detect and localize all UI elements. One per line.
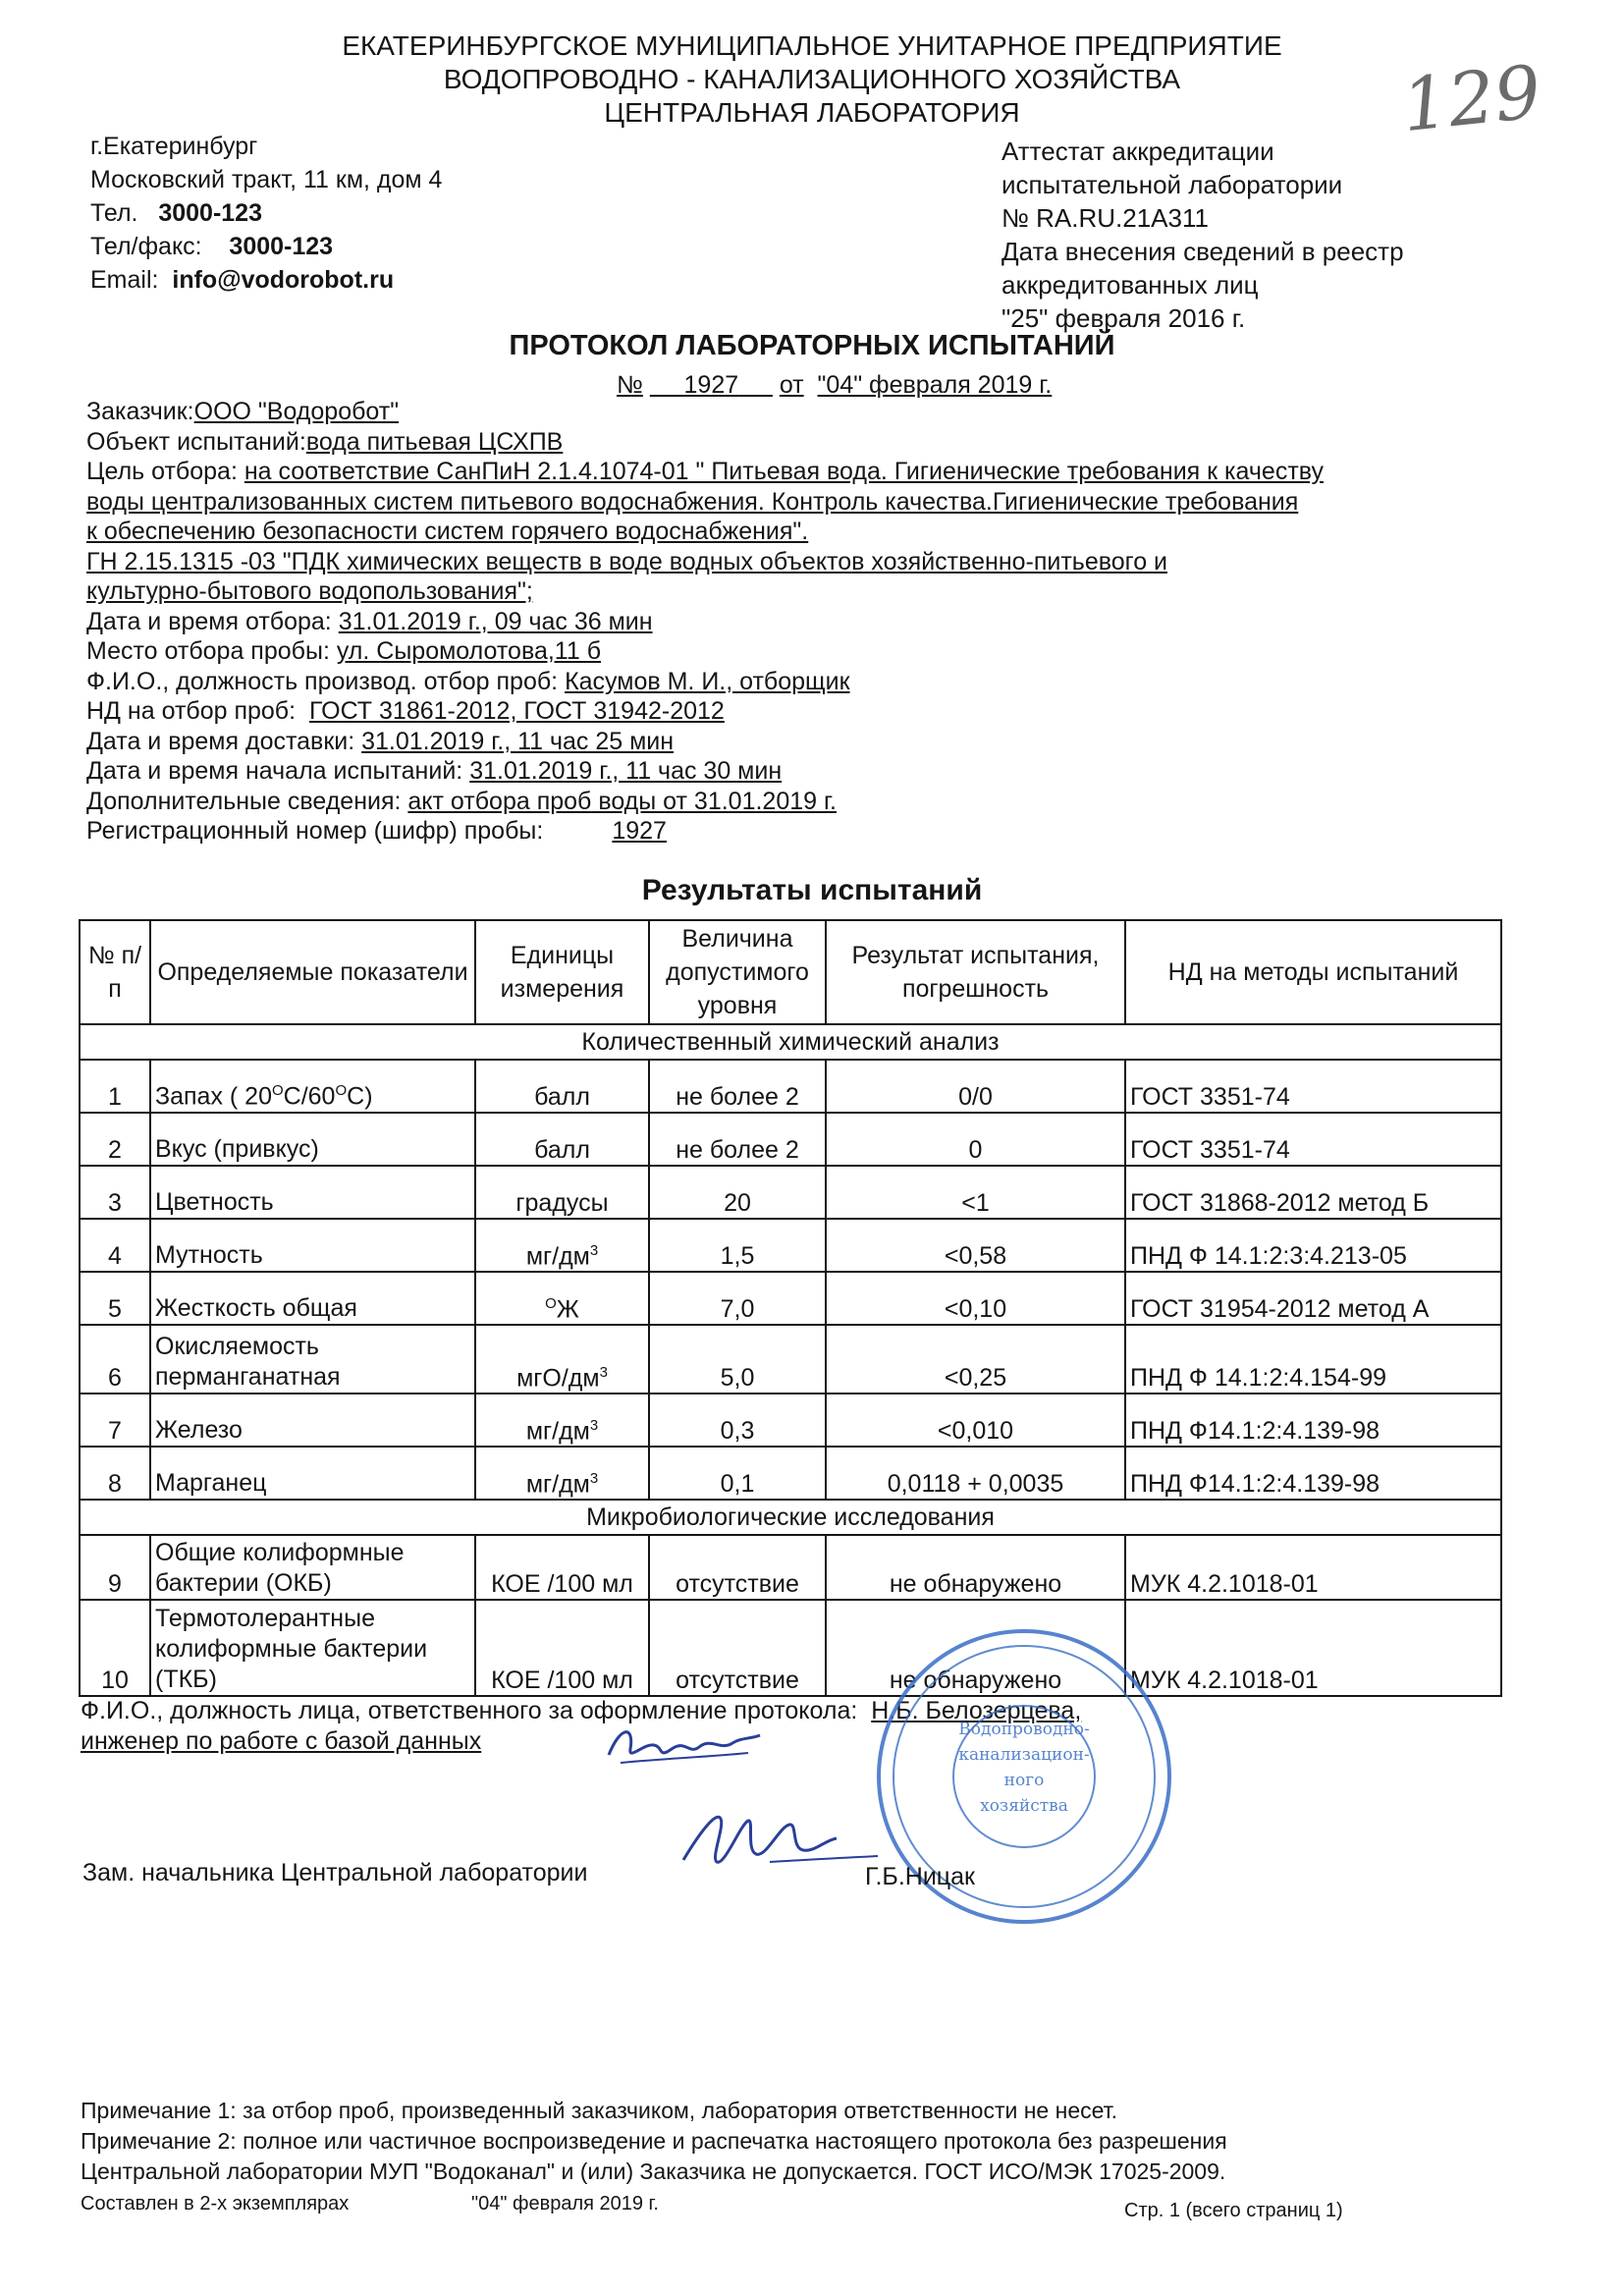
section-row bbox=[80, 1024, 1501, 1060]
accreditation-line: Аттестат аккредитации bbox=[1001, 137, 1274, 166]
row-limit: не более 2 bbox=[649, 1060, 826, 1113]
handwritten-page-number: 129 bbox=[1397, 49, 1545, 149]
row-name: Запах ( $20^ОС/60^ОС$) bbox=[150, 1060, 475, 1113]
row-limit: 1,5 bbox=[649, 1219, 826, 1272]
customer-label: Заказчик: bbox=[86, 398, 194, 425]
accreditation-line: испытательной лаборатории bbox=[1001, 170, 1343, 199]
col-indicator-header: Определяемые показатели bbox=[150, 920, 475, 1024]
row-method: ГОСТ 31954-2012 метод А bbox=[1125, 1272, 1501, 1325]
email-line bbox=[90, 263, 442, 297]
table-row bbox=[80, 1325, 1501, 1394]
row-result: <0,010 bbox=[826, 1394, 1125, 1447]
sample-info bbox=[86, 397, 1481, 847]
results-title: Результаты испытаний bbox=[641, 874, 983, 906]
sampling-datetime-value: 31.01.2019 г., 09 час 36 мин bbox=[338, 607, 653, 635]
responsible-position: инженер по работе с базой данных bbox=[81, 1727, 482, 1755]
notes-block bbox=[81, 2096, 1227, 2187]
row-name: Общие колиформные бактерии (ОКБ) bbox=[150, 1535, 475, 1600]
table-row bbox=[80, 1060, 1501, 1113]
row-method: ГОСТ 3351-74 bbox=[1125, 1060, 1501, 1113]
protocol-number: 1927 bbox=[683, 371, 739, 399]
row-units: балл bbox=[475, 1060, 649, 1113]
row-result: <0,25 bbox=[826, 1325, 1125, 1394]
accreditation-date: "25" февраля 2016 г. bbox=[1001, 303, 1246, 333]
stamp-text: ного bbox=[1003, 1771, 1045, 1790]
col-units-header: Единицы измерения bbox=[475, 920, 649, 1024]
sampling-nd-value: ГОСТ 31861-2012, ГОСТ 31942-2012 bbox=[308, 697, 725, 725]
table-row bbox=[80, 1272, 1501, 1325]
row-name: Жесткость общая bbox=[150, 1272, 475, 1325]
test-start-label: Дата и время начала испытаний: bbox=[86, 757, 463, 785]
sampling-place-label: Место отбора пробы: bbox=[86, 637, 330, 665]
accreditation-line: Дата внесения сведений в реестр bbox=[1001, 237, 1404, 266]
delivery-value: 31.01.2019 г., 11 час 25 мин bbox=[361, 727, 675, 755]
row-limit: 7,0 bbox=[649, 1272, 826, 1325]
section-chemical: Количественный химический анализ bbox=[80, 1024, 1501, 1060]
row-result: <0,10 bbox=[826, 1272, 1125, 1325]
sampler-label: Ф.И.О., должность производ. отбор проб: bbox=[86, 667, 559, 695]
row-limit: 0,3 bbox=[649, 1394, 826, 1447]
purpose-value: на соответствие СанПиН 2.1.4.1074-01 " Питьевая вода. Гигиенические требования к качеству bbox=[244, 458, 1325, 485]
phone-line bbox=[90, 196, 442, 230]
test-start-value: 31.01.2019 г., 11 час 30 мин bbox=[469, 757, 783, 785]
col-result-header: Результат испытания, погрешность bbox=[826, 920, 1125, 1024]
footer-date: "04" февраля 2019 г. bbox=[471, 2193, 659, 2214]
note-2: Примечание 2: полное или частичное воспроизведение и распечатка настоящего протокола без разрешения bbox=[81, 2128, 1227, 2154]
deputy-name: Г.Б.Ницак bbox=[865, 1863, 975, 1890]
reg-number-value: 1927 bbox=[612, 817, 667, 845]
row-num: 8 bbox=[80, 1447, 150, 1500]
sampling-nd-label: НД на отбор проб: bbox=[86, 697, 297, 725]
row-name: Железо bbox=[150, 1394, 475, 1447]
row-result: 0,0118 + 0,0035 bbox=[826, 1447, 1125, 1500]
row-num: 2 bbox=[80, 1113, 150, 1166]
row-units: $мг/дм^3$ bbox=[475, 1219, 649, 1272]
copies-note: Составлен в 2-х экземплярах bbox=[81, 2193, 350, 2214]
fax-label: Тел/факс: bbox=[90, 233, 202, 260]
number-sign: № bbox=[617, 371, 643, 399]
object-label: Объект испытаний: bbox=[86, 427, 306, 456]
table-header-row bbox=[80, 920, 1501, 1024]
purpose-label: Цель отбора: bbox=[86, 458, 238, 485]
purpose-value: ГН 2.15.1315 -03 "ПДК химических веществ в воде водных объектов хозяйственно-питьевого и bbox=[86, 547, 1168, 575]
customer-value: ООО "Водоробот" bbox=[193, 398, 400, 425]
row-num: 6 bbox=[80, 1325, 150, 1394]
stamp-text: Водопроводно- bbox=[958, 1720, 1090, 1739]
protocol-number-line bbox=[617, 371, 1052, 400]
row-num: 5 bbox=[80, 1272, 150, 1325]
table-row bbox=[80, 1600, 1501, 1696]
row-method: ПНД Ф14.1:2:4.139-98 bbox=[1125, 1447, 1501, 1500]
object-value: вода питьевая ЦСХПВ bbox=[305, 427, 564, 456]
extra-info-label: Дополнительные сведения: bbox=[86, 787, 402, 815]
row-num: 4 bbox=[80, 1219, 150, 1272]
stamp-text: канализацион- bbox=[958, 1745, 1090, 1765]
purpose-value: к обеспечению безопасности систем горячего водоснабжения". bbox=[86, 518, 809, 545]
row-limit: отсутствие bbox=[649, 1600, 826, 1696]
row-method: ПНД Ф14.1:2:4.139-98 bbox=[1125, 1394, 1501, 1447]
fax-value: 3000-123 bbox=[229, 233, 334, 260]
row-method: ГОСТ 3351-74 bbox=[1125, 1113, 1501, 1166]
row-name: Мутность bbox=[150, 1219, 475, 1272]
table-row bbox=[80, 1166, 1501, 1219]
email-value: info@vodorobot.ru bbox=[172, 266, 395, 294]
org-name-line2: ВОДОПРОВОДНО - КАНАЛИЗАЦИОННОГО ХОЗЯЙСТВА bbox=[443, 64, 1181, 94]
row-units: КОЕ /100 мл bbox=[475, 1535, 649, 1600]
row-num: 1 bbox=[80, 1060, 150, 1113]
row-method: ПНД Ф 14.1:2:3:4.213-05 bbox=[1125, 1219, 1501, 1272]
section-row bbox=[80, 1500, 1501, 1535]
row-name: Окисляемость перманганатная bbox=[150, 1325, 475, 1394]
table-row bbox=[80, 1394, 1501, 1447]
row-limit: 0,1 bbox=[649, 1447, 826, 1500]
row-result: 0 bbox=[826, 1113, 1125, 1166]
col-num-header: № п/п bbox=[80, 920, 150, 1024]
row-limit: 20 bbox=[649, 1166, 826, 1219]
email-label: Email: bbox=[90, 266, 159, 294]
page-counter: Стр. 1 (всего страниц 1) bbox=[1124, 2200, 1343, 2221]
col-limit-header: Величина допустимого уровня bbox=[649, 920, 826, 1024]
row-units: КОЕ /100 мл bbox=[475, 1600, 649, 1696]
row-num: 9 bbox=[80, 1535, 150, 1600]
sampling-place-value: ул. Сыромолотова,11 б bbox=[336, 637, 602, 665]
address: Московский тракт, 11 км, дом 4 bbox=[90, 166, 443, 193]
row-result: не обнаружено bbox=[826, 1535, 1125, 1600]
note-3: Центральной лаборатории МУП "Водоканал" и (или) Заказчика не допускается. ГОСТ ИСО/МЭК 17025-2009. bbox=[81, 2159, 1226, 2184]
row-num: 3 bbox=[80, 1166, 150, 1219]
signature-responsible bbox=[601, 1716, 768, 1775]
row-units: градусы bbox=[475, 1166, 649, 1219]
row-limit: 5,0 bbox=[649, 1325, 826, 1394]
protocol-from-label: от bbox=[779, 371, 804, 399]
row-name: Вкус (привкус) bbox=[150, 1113, 475, 1166]
row-result: <1 bbox=[826, 1166, 1125, 1219]
extra-info-value: акт отбора проб воды от 31.01.2019 г. bbox=[407, 787, 838, 815]
table-row bbox=[80, 1113, 1501, 1166]
row-name: Термотолерантные колиформные бактерии (ТКБ) bbox=[150, 1600, 475, 1696]
row-result: не обнаружено bbox=[826, 1600, 1125, 1696]
row-units: мгО/$дм^3$ bbox=[475, 1325, 649, 1394]
phone-label: Тел. bbox=[90, 199, 138, 227]
org-name-line1: ЕКАТЕРИНБУРГСКОЕ МУНИЦИПАЛЬНОЕ УНИТАРНОЕ ПРЕДПРИЯТИЕ bbox=[342, 30, 1282, 61]
fax-line bbox=[90, 230, 442, 263]
stamp-text: хозяйства bbox=[980, 1796, 1068, 1816]
contact-block bbox=[90, 130, 442, 297]
responsible-name: Н.Б. Белозерцева, bbox=[871, 1697, 1082, 1724]
row-limit: не более 2 bbox=[649, 1113, 826, 1166]
note-1: Примечание 1: за отбор проб, произведенный заказчиком, лаборатория ответственности не несет. bbox=[81, 2098, 1118, 2123]
org-name-line3: ЦЕНТРАЛЬНАЯ ЛАБОРАТОРИЯ bbox=[604, 97, 1020, 128]
signature-deputy bbox=[672, 1801, 888, 1880]
row-method: ГОСТ 31868-2012 метод Б bbox=[1125, 1166, 1501, 1219]
accreditation-block bbox=[1001, 135, 1404, 335]
table-row bbox=[80, 1535, 1501, 1600]
purpose-value: культурно-бытового водопользования"; bbox=[86, 577, 533, 605]
accreditation-number: № RA.RU.21A311 bbox=[1001, 203, 1209, 233]
row-units: балл bbox=[475, 1113, 649, 1166]
accreditation-line: аккредитованных лиц bbox=[1001, 270, 1259, 300]
city: г.Екатеринбург bbox=[90, 133, 258, 160]
row-num: 10 bbox=[80, 1600, 150, 1696]
row-name: Цветность bbox=[150, 1166, 475, 1219]
section-micro: Микробиологические исследования bbox=[80, 1500, 1501, 1535]
deputy-label: Зам. начальника Центральной лаборатории bbox=[82, 1859, 588, 1886]
sampling-datetime-label: Дата и время отбора: bbox=[86, 607, 332, 635]
row-name: Марганец bbox=[150, 1447, 475, 1500]
table-row bbox=[80, 1447, 1501, 1500]
reg-number-label: Регистрационный номер (шифр) пробы: bbox=[86, 817, 544, 845]
col-method-header: НД на методы испытаний bbox=[1125, 920, 1501, 1024]
row-units: $мг/дм^3$ bbox=[475, 1447, 649, 1500]
row-result: <0,58 bbox=[826, 1219, 1125, 1272]
sampler-value: Касумов М. И., отборщик bbox=[565, 667, 850, 695]
row-method: МУК 4.2.1018-01 bbox=[1125, 1535, 1501, 1600]
row-method: МУК 4.2.1018-01 bbox=[1125, 1600, 1501, 1696]
phone-value: 3000-123 bbox=[158, 199, 262, 227]
results-table bbox=[79, 919, 1502, 1697]
row-limit: отсутствие bbox=[649, 1535, 826, 1600]
table-row bbox=[80, 1219, 1501, 1272]
purpose-value: воды централизованных систем питьевого водоснабжения. Контроль качества.Гигиенические требования bbox=[86, 487, 1299, 516]
protocol-date: "04" февраля 2019 г. bbox=[817, 371, 1053, 399]
row-num: 7 bbox=[80, 1394, 150, 1447]
responsible-label: Ф.И.О., должность лица, ответственного за оформление протокола: bbox=[81, 1697, 858, 1724]
protocol-title: ПРОТОКОЛ ЛАБОРАТОРНЫХ ИСПЫТАНИЙ bbox=[509, 330, 1115, 361]
delivery-label: Дата и время доставки: bbox=[86, 727, 355, 755]
row-units: $^О$Ж bbox=[475, 1272, 649, 1325]
row-method: ПНД Ф 14.1:2:4.154-99 bbox=[1125, 1325, 1501, 1394]
row-units: $мг/дм^3$ bbox=[475, 1394, 649, 1447]
row-result: 0/0 bbox=[826, 1060, 1125, 1113]
